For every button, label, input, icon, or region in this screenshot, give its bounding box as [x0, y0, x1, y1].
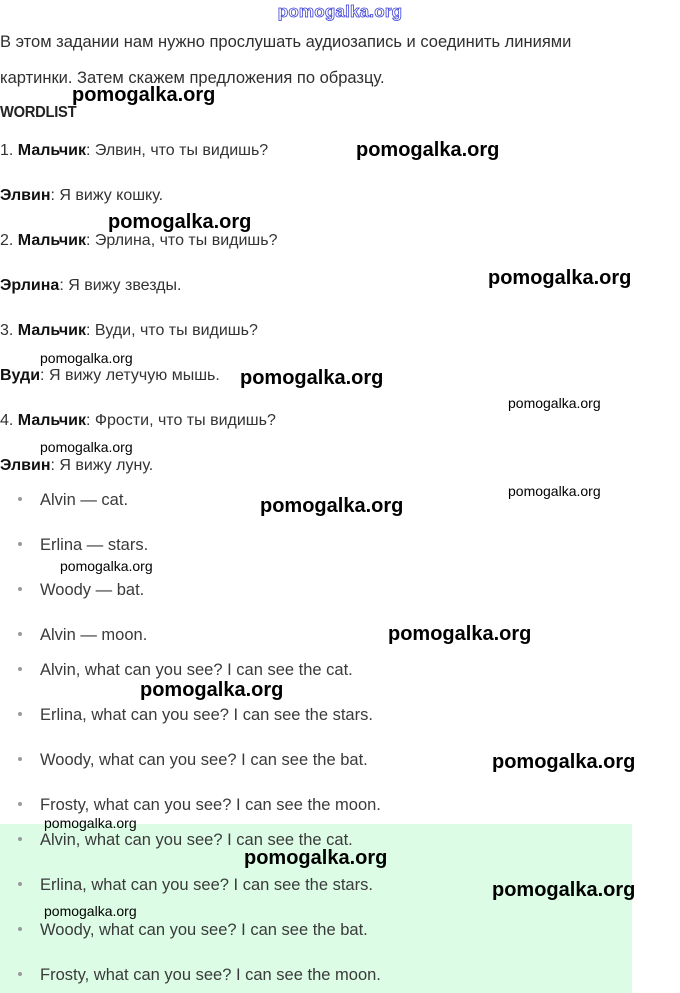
bullet-icon [18, 757, 22, 761]
intro-line-1: В этом задании нам нужно прослушать аудиозапись и соединить линиями [0, 33, 572, 51]
list-item: Woody, what can you see? I can see the bat. [18, 921, 368, 940]
watermark: pomogalka.org [108, 211, 252, 233]
dialogue-4-answer: Элвин: Я вижу луну. [0, 457, 154, 474]
intro-line-2: картинки. Затем скажем предложения по образцу. [0, 69, 385, 87]
list-item: Erlina — stars. [18, 536, 148, 555]
watermark: pomogalka.org [44, 903, 137, 919]
bullet-icon [18, 927, 22, 931]
watermark: pomogalka.org [40, 439, 133, 455]
watermark: pomogalka.org [508, 483, 601, 499]
list-item: Alvin, what can you see? I can see the cat. [18, 661, 353, 680]
bullet-icon [18, 837, 22, 841]
watermark: pomogalka.org [40, 350, 133, 366]
watermark: pomogalka.org [244, 847, 388, 869]
list-item: Alvin — moon. [18, 626, 147, 645]
watermark: pomogalka.org [260, 495, 404, 517]
list-item: Woody, what can you see? I can see the bat. [18, 751, 368, 770]
bullet-icon [18, 712, 22, 716]
watermark: pomogalka.org [508, 395, 601, 411]
watermark: pomogalka.org [60, 558, 153, 574]
watermark: pomogalka.org [492, 879, 636, 901]
dialogue-1-answer: Элвин: Я вижу кошку. [0, 187, 164, 204]
dialogue-2-answer: Эрлина: Я вижу звезды. [0, 277, 182, 294]
bullet-icon [18, 497, 22, 501]
list-item: Frosty, what can you see? I can see the moon. [18, 966, 381, 985]
bullet-icon [18, 972, 22, 976]
bullet-icon [18, 667, 22, 671]
watermark: pomogalka.org [356, 139, 500, 161]
list-item: Frosty, what can you see? I can see the moon. [18, 796, 381, 815]
watermark: pomogalka.org [72, 84, 216, 106]
watermark: pomogalka.org [488, 267, 632, 289]
list-item: Alvin — cat. [18, 491, 128, 510]
list-item: Erlina, what can you see? I can see the stars. [18, 706, 373, 725]
dialogue-2-question: 2. Мальчик: Эрлина, что ты видишь? [0, 232, 278, 249]
bullet-icon [18, 542, 22, 546]
bullet-icon [18, 802, 22, 806]
dialogue-3-answer: Вуди: Я вижу летучую мышь. [0, 367, 220, 384]
wordlist-heading: WORDLIST [0, 104, 77, 121]
list-item: Erlina, what can you see? I can see the stars. [18, 876, 373, 895]
watermark: pomogalka.org [492, 751, 636, 773]
bullet-icon [18, 632, 22, 636]
list-item: Alvin, what can you see? I can see the cat. [18, 831, 353, 850]
bullet-icon [18, 882, 22, 886]
list-item: Woody — bat. [18, 581, 144, 600]
watermark: pomogalka.org [388, 623, 532, 645]
watermark: pomogalka.org [140, 679, 284, 701]
watermark: pomogalka.org [44, 815, 137, 831]
watermark: pomogalka.org [240, 367, 384, 389]
dialogue-4-question: 4. Мальчик: Фрости, что ты видишь? [0, 412, 276, 429]
bullet-icon [18, 587, 22, 591]
dialogue-3-question: 3. Мальчик: Вуди, что ты видишь? [0, 322, 258, 339]
dialogue-1-question: 1. Мальчик: Элвин, что ты видишь? [0, 142, 269, 159]
site-header-logo[interactable]: pomogalka.org [277, 2, 403, 21]
